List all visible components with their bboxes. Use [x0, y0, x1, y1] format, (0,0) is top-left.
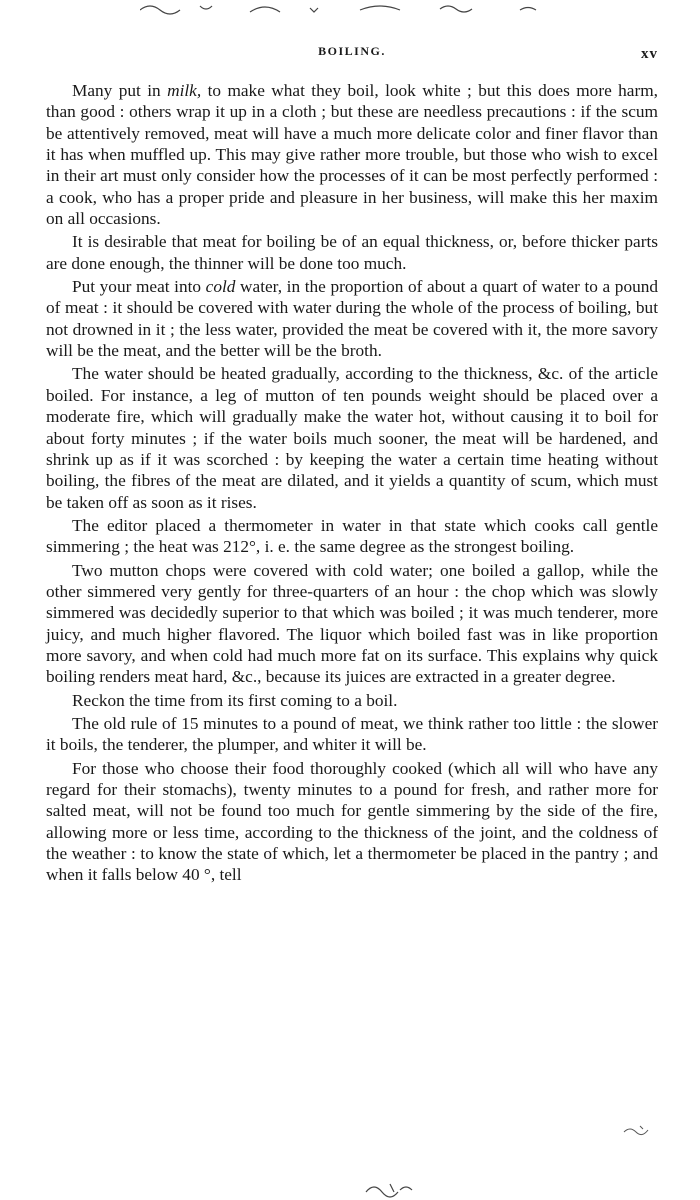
emphasis: milk, [167, 81, 202, 100]
paragraph: For those who choose their food thoroughly cooked (which all will who have any regard for their stomachs), twenty minutes to a pound for fresh, and rather more for salted meat, will not be found too much for gentle simmering by the side of the fire, allowing more or less time, according to the thickness of the joint, and the coldness of the weather : to know the state of which, let a thermometer be placed in the pantry ; and when it falls below 40 °, tell [46, 758, 658, 885]
paragraph: The old rule of 15 minutes to a pound of meat, we think rather too little : the slower it boils, the tenderer, the plumper, and whiter it will be. [46, 713, 658, 755]
top-ornament-icon [140, 0, 560, 18]
ink-smudge-icon [620, 1120, 660, 1140]
page-number: xv [641, 46, 658, 62]
paragraph: Many put in milk, to make what they boil, look white ; but this does more harm, than good : others wrap it up in a cloth ; but these are needless precautions : if the scum be attentively removed, meat will have a much more delicate color and finer flavor than it has when muffled up. This may give rather more trouble, but those who wish to excel in their art must only consider how the processes of it can be most perfectly performed : a cook, who has a proper pride and pleasure in her business, will make this her maxim on all occasions. [46, 81, 658, 229]
page-header [46, 44, 658, 68]
emphasis: cold [205, 277, 236, 297]
paragraph: Reckon the time from its first coming to a boil. [72, 690, 398, 710]
paragraph: The water should be heated gradually, according to the thickness, &c. of the article boiled. For instance, a leg of mutton of ten pounds weight should be placed over a moderate fire, which will gradually make the water hot, without causing it to boil for about forty minutes ; if the water boils much sooner, the meat will be hardened, and shrink up as if it was scorched : by keeping the water a certain time heating without boiling, the fibres of the meat are dilated, and it yields a quantity of scum, which must be taken off as soon as it rises. [46, 364, 658, 512]
running-title: BOILING. [318, 44, 386, 58]
bottom-ornament-icon [360, 1180, 420, 1198]
paragraph: The editor placed a thermometer in water in that state which cooks call gentle simmering ; the heat was 212°, i. e. the same degree as the strongest boiling. [46, 515, 658, 557]
body-text [46, 80, 658, 886]
paragraph: Put your meat into cold water, in the proportion of about a quart of water to a pound of meat : it should be covered with water during the whole of the process of boiling, but not drowned in it ; the less water, provided the meat be covered with it, the more savory will be the meat, and the better will be the broth. [46, 277, 659, 361]
paragraph: Two mutton chops were covered with cold water; one boiled a gallop, while the other simmered very gently for three-quarters of an hour : the chop which was slowly simmered was decidedly superior to that which was boiled ; it was much tenderer, more juicy, and much higher flavored. The liquor which boiled fast was in like proportion more savory, and when cold had much more fat on its surface. This explains why quick boiling renders meat hard, &c., because its juices are extracted in a greater degree. [46, 560, 658, 687]
paragraph: It is desirable that meat for boiling be of an equal thickness, or, before thicker parts are done enough, the thinner will be done too much. [46, 232, 658, 273]
